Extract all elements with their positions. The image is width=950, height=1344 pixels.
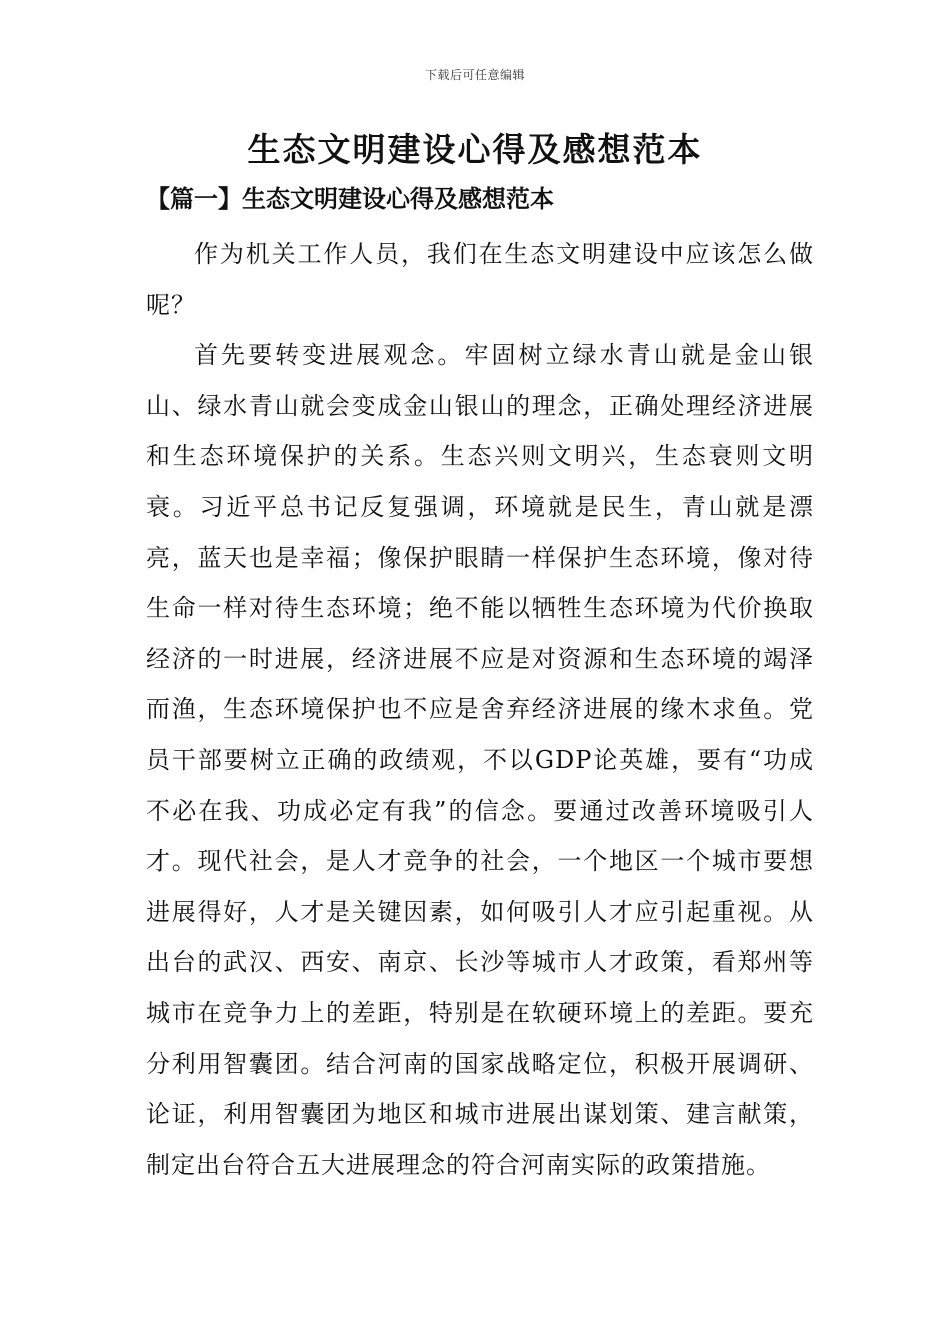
header-note: 下载后可任意编辑 <box>424 68 525 82</box>
document-title: 生态文明建设心得及感想范本 <box>247 130 703 169</box>
document-body <box>146 229 814 1190</box>
paragraph-2: 首先要转变进展观念。牢固树立绿水青山就是金山银山、绿水青山就会变成金山银山的理念，正确处理经济进展和生态环境保护的关系。生态兴则文明兴，生态衰则文明衰。习近平总书记反复强调，环境就是民生，青山就是漂亮，蓝天也是幸福；像保护眼睛一样保护生态环境，像对待生命一样对待生态环境；绝不能以牺牲生态环境为代价换取经济的一时进展，经济进展不应是对资源和生态环境的竭泽而渔，生态环境保护也不应是舍弃经济进展的缘木求鱼。党员干部要树立正确的政绩观，不以GDP论英雄，要有“功成不必在我、功成必定有我”的信念。要通过改善环境吸引人才。现代社会，是人才竞争的社会，一个地区一个城市要想进展得好，人才是关键因素，如何吸引人才应引起重视。从出台的武汉、西安、南京、长沙等城市人才政策，看郑州等城市在竞争力上的差距，特别是在软硬环境上的差距。要充分利用智囊团。结合河南的国家战略定位，积极开展调研、论证，利用智囊团为地区和城市进展出谋划策、建言献策，制定出台符合五大进展理念的符合河南实际的政策措施。 <box>146 341 814 1179</box>
paragraph-1: 作为机关工作人员，我们在生态文明建设中应该怎么做呢？ <box>146 240 814 319</box>
section-heading: 【篇一】生态文明建设心得及感想范本 <box>146 184 554 213</box>
